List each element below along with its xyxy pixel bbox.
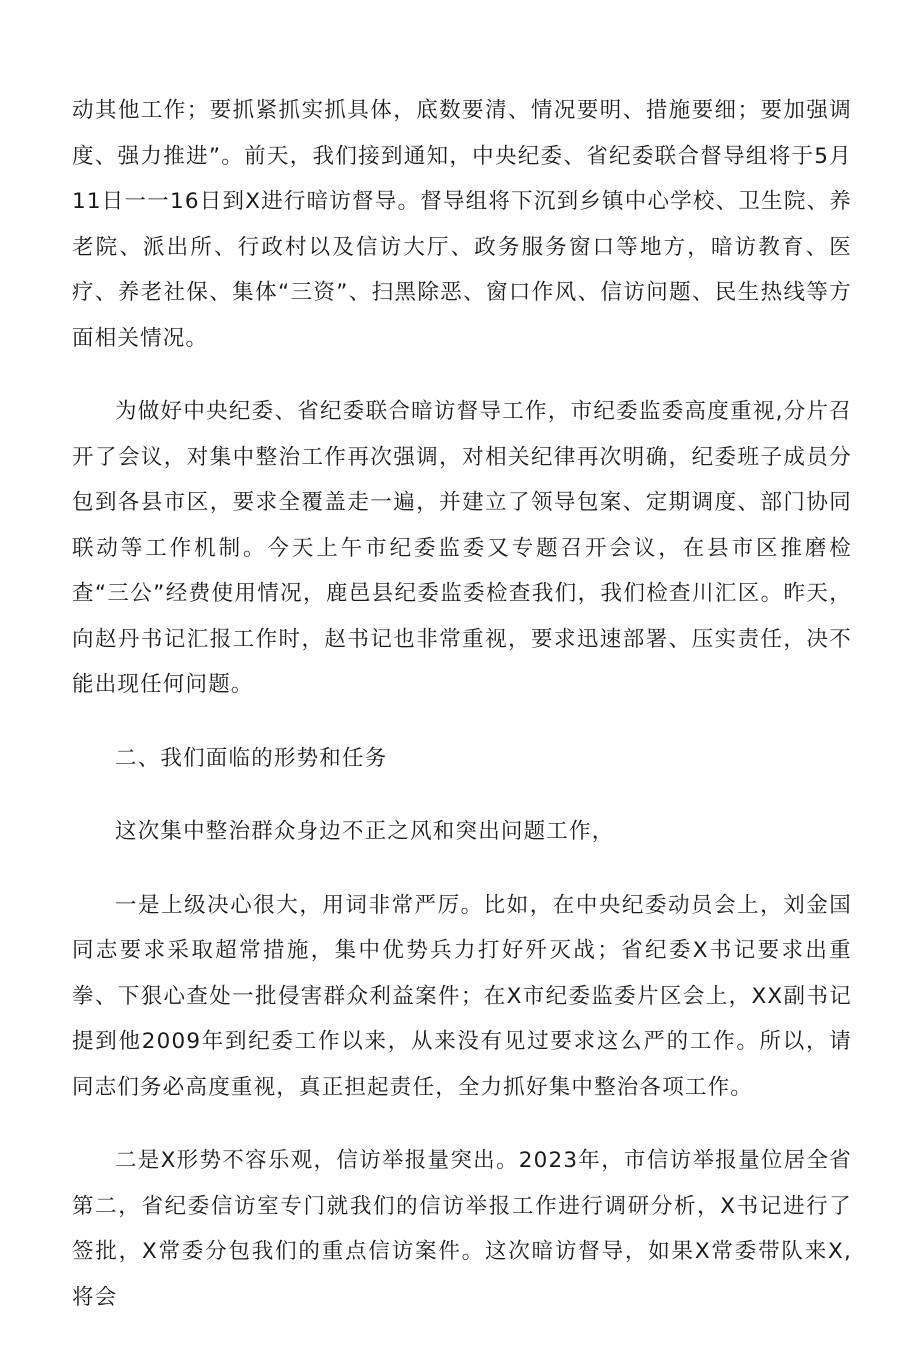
document-body <box>72 88 852 1348</box>
paragraph-preparation: 为做好中央纪委、省纪委联合暗访督导工作，市纪委监委高度重视,分片召开了会议，对集中整治工作再次强调，对相关纪律再次明确，纪委班子成员分包到各县市区，要求全覆盖走一遍，并建立了领导包案、定期调度、部门协同联动等工作机制。今天上午市纪委监委又专题召开会议，在县市区推磨检查“三公”经费使用情况，鹿邑县纪委监委检查我们，我们检查川汇区。昨天，向赵丹书记汇报工作时，赵书记也非常重视，要求迅速部署、压实责任，决不能出现任何问题。 <box>72 399 852 697</box>
paragraph-point-one: 一是上级决心很大，用词非常严厉。比如，在中央纪委动员会上，刘金国同志要求采取超常措施，集中优势兵力打好歼灭战；省纪委X书记要求出重拳、下狠心查处一批侵害群众利益案件；在X市纪委监委片区会上，XX副书记提到他2009年到纪委工作以来，从来没有见过要求这么严的工作。所以，请同志们务必高度重视，真正担起责任，全力抓好集中整治各项工作。 <box>72 892 852 1100</box>
paragraph-intro: 这次集中整治群众身边不正之风和突出问题工作， <box>115 819 615 844</box>
paragraph-continuation: 动其他工作；要抓紧抓实抓具体，底数要清、情况要明、措施要细；要加强调度、强力推进”。前天，我们接到通知，中央纪委、省纪委联合督导组将于5月11日一一16日到X进行暗访督导。督导组将下沉到乡镇中心学校、卫生院、养老院、派出所、行政村以及信访大厅、政务服务窗口等地方，暗访教育、医疗、养老社保、集体“三资”、扫黑除恶、窗口作风、信访问题、民生热线等方面相关情况。 <box>72 98 852 351</box>
paragraph-point-two: 二是X形势不容乐观，信访举报量突出。2023年，市信访举报量位居全省第二，省纪委信访室专门就我们的信访举报工作进行调研分析，X书记进行了签批，X常委分包我们的重点信访案件。这次暗访督导，如果X常委带队来X,将会 <box>72 1148 852 1310</box>
section-heading-situation-and-tasks: 二、我们面临的形势和任务 <box>115 745 388 771</box>
